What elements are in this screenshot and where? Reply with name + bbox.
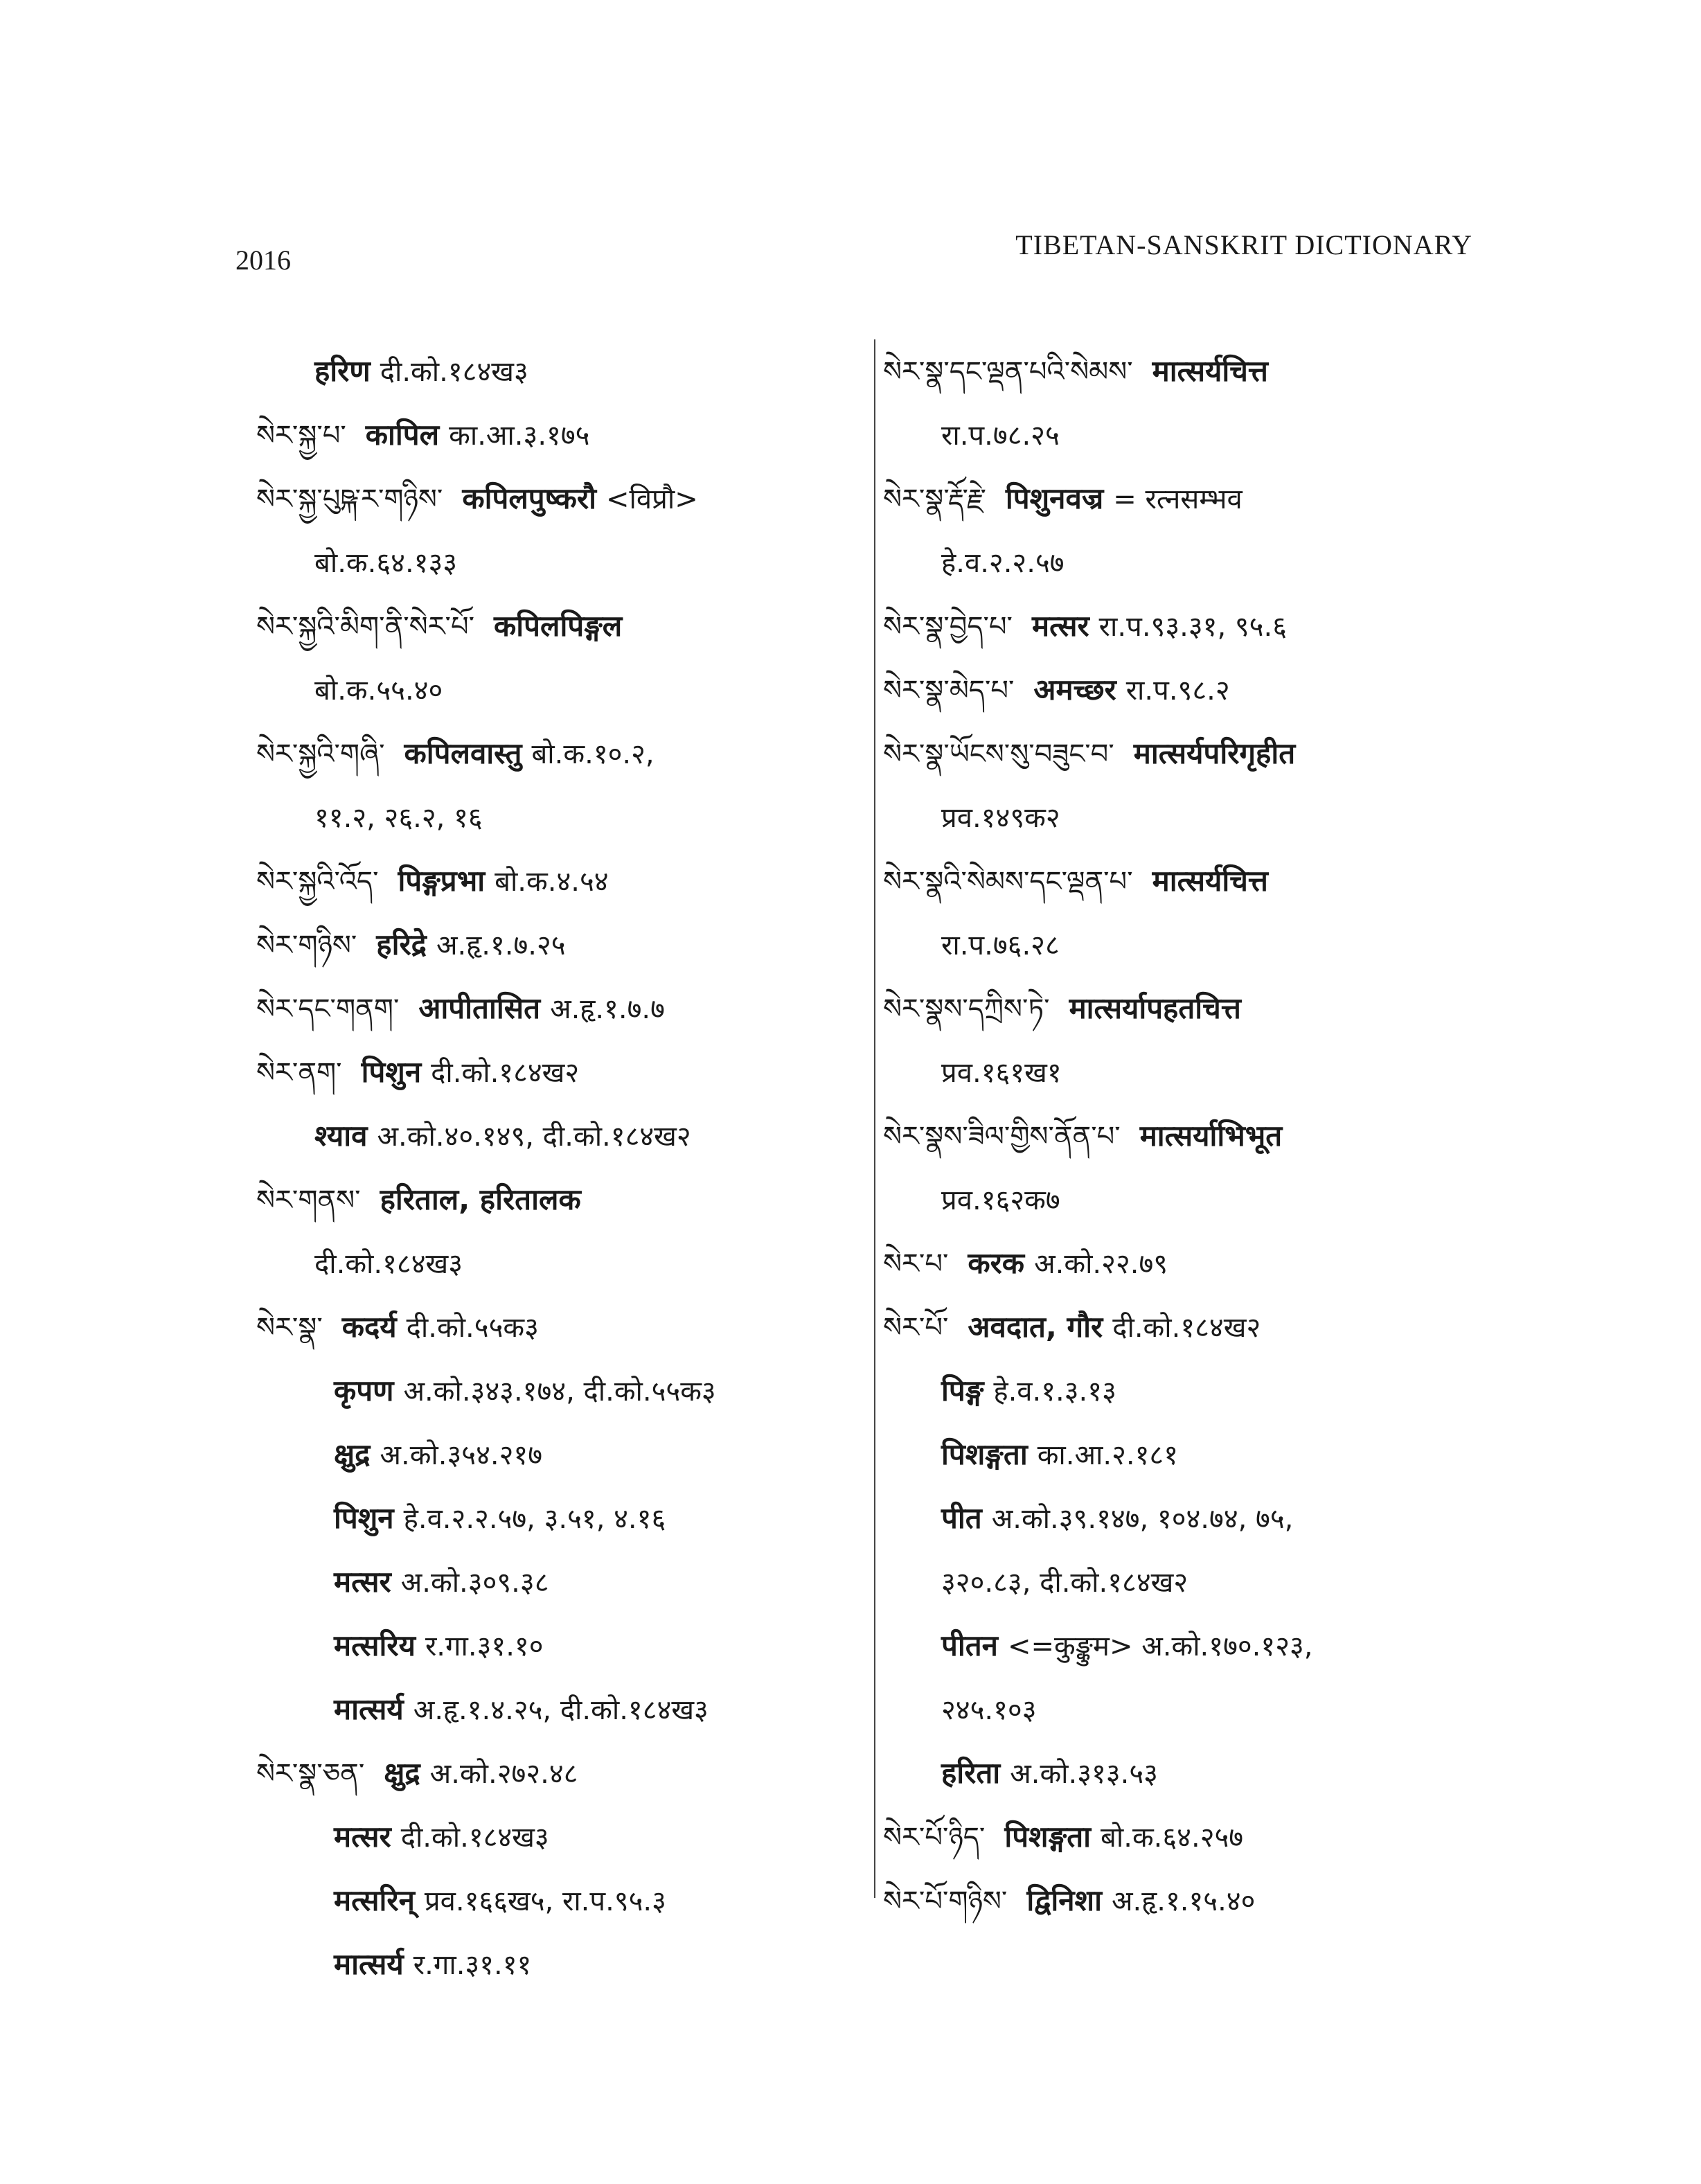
tibetan-headword: སེར་སྣའི་སེམས་དང་ལྡན་པ་ [883, 866, 1133, 898]
dictionary-line [256, 1550, 866, 1614]
source-reference: २४५.१०३ [941, 1694, 1037, 1726]
tibetan-headword: སེར་སྣ་ཡོངས་སུ་བཟུང་བ་ [883, 738, 1114, 770]
dictionary-line [256, 722, 866, 785]
running-head: TIBETAN-SANSKRIT DICTIONARY [1015, 229, 1472, 260]
sanskrit-equivalent: अमच्छर [1033, 673, 1116, 707]
dictionary-line [883, 722, 1486, 785]
source-reference: <विप्रौ> [605, 483, 698, 515]
dictionary-line [256, 1104, 866, 1168]
tibetan-headword: སེར་སྣ་མེད་པ་ [883, 675, 1015, 707]
sanskrit-equivalent: कपिलवास्तु [404, 736, 522, 770]
page-number: 2016 [235, 245, 291, 276]
dictionary-line [256, 1232, 866, 1295]
source-reference: बो.क.६४.२५७ [1101, 1822, 1244, 1854]
dictionary-line [883, 1295, 1486, 1359]
tibetan-headword: སེར་སྣ་དང་ལྡན་པའི་སེམས་ [883, 356, 1133, 388]
tibetan-headword: སེར་པོ་གཉིས་ [883, 1885, 1008, 1917]
source-reference: प्रव.१६६ख५, रा.प.९५.३ [424, 1885, 666, 1917]
sanskrit-equivalent: कपिलपिङ्गल [494, 609, 623, 643]
sanskrit-equivalent: हरिता [941, 1756, 1001, 1790]
dictionary-line [256, 1678, 866, 1741]
source-reference: दी.को.५५क३ [406, 1312, 539, 1344]
source-reference: अ.हृ.१.४.२५, दी.को.१८४ख३ [413, 1694, 709, 1726]
tibetan-headword: སེར་ནག་ [256, 1057, 342, 1089]
source-reference: बो.क.१०.२, [531, 738, 654, 770]
dictionary-line [883, 403, 1486, 467]
source-reference: प्रव.१४९क२ [941, 802, 1060, 834]
sanskrit-equivalent: मात्सर्याभिभूत [1139, 1119, 1283, 1153]
dictionary-line [256, 1295, 866, 1359]
dictionary-line [883, 1040, 1486, 1104]
dictionary-line [256, 1741, 866, 1805]
dictionary-line [883, 658, 1486, 722]
source-reference: र.गा.३१.११ [413, 1949, 532, 1981]
dictionary-line [256, 913, 866, 977]
source-reference: = रत्नसम्भव [1113, 483, 1243, 515]
sanskrit-equivalent: मत्सरिन् [334, 1883, 415, 1917]
source-reference: अ.को.४०.१४९, दी.को.१८४ख२ [377, 1121, 691, 1153]
source-reference: रा.प.७६.२८ [941, 930, 1060, 961]
dictionary-line [883, 1168, 1486, 1232]
dictionary-line [256, 531, 866, 594]
source-reference: का.आ.३.१७५ [449, 420, 590, 452]
sanskrit-equivalent: मात्सर्यचित्त [1152, 864, 1268, 898]
sanskrit-equivalent: मत्सर [334, 1565, 391, 1599]
dictionary-line [256, 1869, 866, 1933]
sanskrit-equivalent: पिङ्ग [941, 1374, 984, 1408]
dictionary-line [883, 1104, 1486, 1168]
sanskrit-equivalent: पीत [941, 1501, 982, 1535]
source-reference: अ.को.२७२.४८ [429, 1758, 578, 1790]
dictionary-line [256, 1933, 866, 1996]
dictionary-line [256, 1423, 866, 1486]
source-reference: अ.को.३९.१४७, १०४.७४, ७५, [991, 1503, 1294, 1535]
source-reference: अ.को.३५४.२१७ [380, 1439, 543, 1471]
dictionary-line [883, 785, 1486, 849]
tibetan-headword: སེར་སྣ་ [256, 1312, 323, 1344]
dictionary-line [256, 1805, 866, 1869]
sanskrit-equivalent: आपीतासित [418, 991, 541, 1025]
source-reference: बो.क.४.५४ [495, 866, 609, 898]
dictionary-line [883, 594, 1486, 658]
source-reference: अ.को.३१३.५३ [1010, 1758, 1158, 1790]
dictionary-line [883, 339, 1486, 403]
tibetan-headword: སེར་སྣས་ཟིལ་གྱིས་ནོན་པ་ [883, 1121, 1121, 1153]
tibetan-headword: སེར་གནས་ [256, 1184, 361, 1216]
tibetan-headword: སེར་སྣ་ཅན་ [256, 1758, 365, 1790]
dictionary-line [883, 1232, 1486, 1295]
dictionary-line [256, 977, 866, 1040]
source-reference: अ.को.३०९.३८ [400, 1567, 549, 1599]
source-reference: र.गा.३१.१० [425, 1631, 544, 1662]
dictionary-line [256, 1168, 866, 1232]
sanskrit-equivalent: मात्सर्यापहतचित्त [1069, 991, 1241, 1025]
source-reference: दी.को.१८४ख३ [400, 1822, 549, 1854]
sanskrit-equivalent: मत्सर [1031, 609, 1089, 643]
dictionary-line [256, 594, 866, 658]
sanskrit-equivalent: पिशुनवज्र [1005, 481, 1104, 515]
dictionary-line [883, 467, 1486, 531]
dictionary-line [256, 785, 866, 849]
source-reference: हे.व.२.२.५७ [941, 547, 1065, 579]
source-reference: बो.क.६४.१३३ [314, 547, 458, 579]
sanskrit-equivalent: मात्सर्य [334, 1947, 404, 1981]
sanskrit-equivalent: पिशुन [361, 1055, 422, 1089]
dictionary-line [883, 1486, 1486, 1550]
source-reference: अ.को.३४३.१७४, दी.को.५५क३ [403, 1376, 716, 1408]
dictionary-line [256, 339, 866, 403]
dictionary-line [256, 658, 866, 722]
source-reference: रा.प.७८.२५ [941, 420, 1060, 452]
sanskrit-equivalent: द्विनिशा [1026, 1883, 1102, 1917]
dictionary-line [256, 1486, 866, 1550]
sanskrit-equivalent: क्षुद्र [384, 1756, 420, 1790]
dictionary-line [256, 1040, 866, 1104]
tibetan-headword: སེར་སྣ་རྡོ་རྗེ་ [883, 483, 986, 515]
source-reference: अ.को.२२.७९ [1034, 1248, 1168, 1280]
dictionary-line [883, 1869, 1486, 1933]
tibetan-headword: སེར་སྣ་བྱེད་པ་ [883, 611, 1013, 643]
sanskrit-equivalent: क्षुद्र [334, 1437, 371, 1471]
source-reference: अ.हृ.१.१५.४० [1111, 1885, 1256, 1917]
dictionary-line [883, 1614, 1486, 1678]
source-reference: बो.क.५५.४० [314, 675, 443, 707]
source-reference: रा.प.९३.३१, ९५.६ [1098, 611, 1288, 643]
source-reference: दी.को.१८४ख२ [431, 1057, 580, 1089]
tibetan-headword: སེར་སྐྱའི་མིག་ནི་སེར་པོ་ [256, 611, 474, 643]
dictionary-line [883, 531, 1486, 594]
dictionary-line [883, 977, 1486, 1040]
tibetan-headword: སེར་སྐྱ་པ་ [256, 420, 346, 452]
sanskrit-equivalent: हरिण [314, 354, 371, 388]
source-reference: का.आ.२.१८१ [1037, 1439, 1179, 1471]
sanskrit-equivalent: मात्सर्यचित्त [1152, 354, 1268, 388]
sanskrit-equivalent: मात्सर्य [334, 1692, 404, 1726]
source-reference: प्रव.१६१ख१ [941, 1057, 1062, 1089]
sanskrit-equivalent: पिशङ्गता [1004, 1820, 1092, 1854]
dictionary-line [883, 1423, 1486, 1486]
sanskrit-equivalent: कदर्य [341, 1310, 397, 1344]
sanskrit-equivalent: पिशङ्गता [941, 1437, 1028, 1471]
tibetan-headword: སེར་གཉིས་ [256, 930, 357, 961]
source-reference: ११.२, २६.२, १६ [314, 802, 483, 834]
sanskrit-equivalent: कपिलपुष्करौ [462, 481, 596, 515]
dictionary-line [883, 1805, 1486, 1869]
left-column [256, 339, 866, 1996]
dictionary-line [256, 1614, 866, 1678]
sanskrit-equivalent: श्याव [314, 1119, 368, 1153]
tibetan-headword: སེར་སྐྱ་པུཥྐ་ར་གཉིས་ [256, 483, 443, 515]
sanskrit-equivalent: कृपण [334, 1374, 394, 1408]
sanskrit-equivalent: पिङ्गप्रभा [398, 864, 486, 898]
tibetan-headword: སེར་པོ་ཉིད་ [883, 1822, 986, 1854]
tibetan-headword: སེར་སྐྱའི་གཞི་ [256, 738, 385, 770]
source-reference: प्रव.१६२क७ [941, 1184, 1060, 1216]
source-reference: <=कुङ्कुम> अ.को.१७०.१२३, [1007, 1631, 1313, 1662]
source-reference: ३२०.८३, दी.को.१८४ख२ [941, 1567, 1188, 1599]
dictionary-line [883, 849, 1486, 913]
source-reference: रा.प.९८.२ [1125, 675, 1230, 707]
sanskrit-equivalent: पीतन [941, 1628, 998, 1662]
source-reference: दी.को.१८४ख३ [380, 356, 528, 388]
dictionary-line [883, 1678, 1486, 1741]
tibetan-headword: སེར་པ་ [883, 1248, 949, 1280]
source-reference: अ.हृ.१.७.२५ [436, 930, 566, 961]
dictionary-line [883, 1550, 1486, 1614]
sanskrit-equivalent: कापिल [365, 418, 440, 452]
sanskrit-equivalent: मत्सर [334, 1820, 391, 1854]
sanskrit-equivalent: मत्सरिय [334, 1628, 416, 1662]
source-reference: हे.व.१.३.१३ [993, 1376, 1116, 1408]
source-reference: दी.को.१८४ख३ [314, 1248, 463, 1280]
tibetan-headword: སེར་དང་གནག་ [256, 993, 400, 1025]
source-reference: हे.व.२.२.५७, ३.५१, ४.१६ [403, 1503, 666, 1535]
source-reference: अ.हृ.१.७.७ [550, 993, 665, 1025]
dictionary-line [883, 1359, 1486, 1423]
sanskrit-equivalent: हरिद्रे [376, 927, 427, 961]
sanskrit-equivalent: अवदात, गौर [968, 1310, 1103, 1344]
tibetan-headword: སེར་པོ་ [883, 1312, 949, 1344]
right-column [883, 339, 1486, 1933]
dictionary-line [256, 467, 866, 531]
dictionary-line [256, 403, 866, 467]
tibetan-headword: སེར་སྐྱའི་འོད་ [256, 866, 379, 898]
sanskrit-equivalent: हरिताल, हरितालक [380, 1182, 581, 1216]
source-reference: दी.को.१८४ख२ [1112, 1312, 1261, 1344]
sanskrit-equivalent: मात्सर्यपरिगृहीत [1133, 736, 1296, 770]
tibetan-headword: སེར་སྣས་དཀྲིས་ཏེ་ [883, 993, 1050, 1025]
dictionary-line [883, 1741, 1486, 1805]
sanskrit-equivalent: पिशुन [334, 1501, 394, 1535]
sanskrit-equivalent: करक [968, 1246, 1025, 1280]
dictionary-line [256, 1359, 866, 1423]
dictionary-line [256, 849, 866, 913]
dictionary-line [883, 913, 1486, 977]
column-divider [874, 339, 875, 1898]
